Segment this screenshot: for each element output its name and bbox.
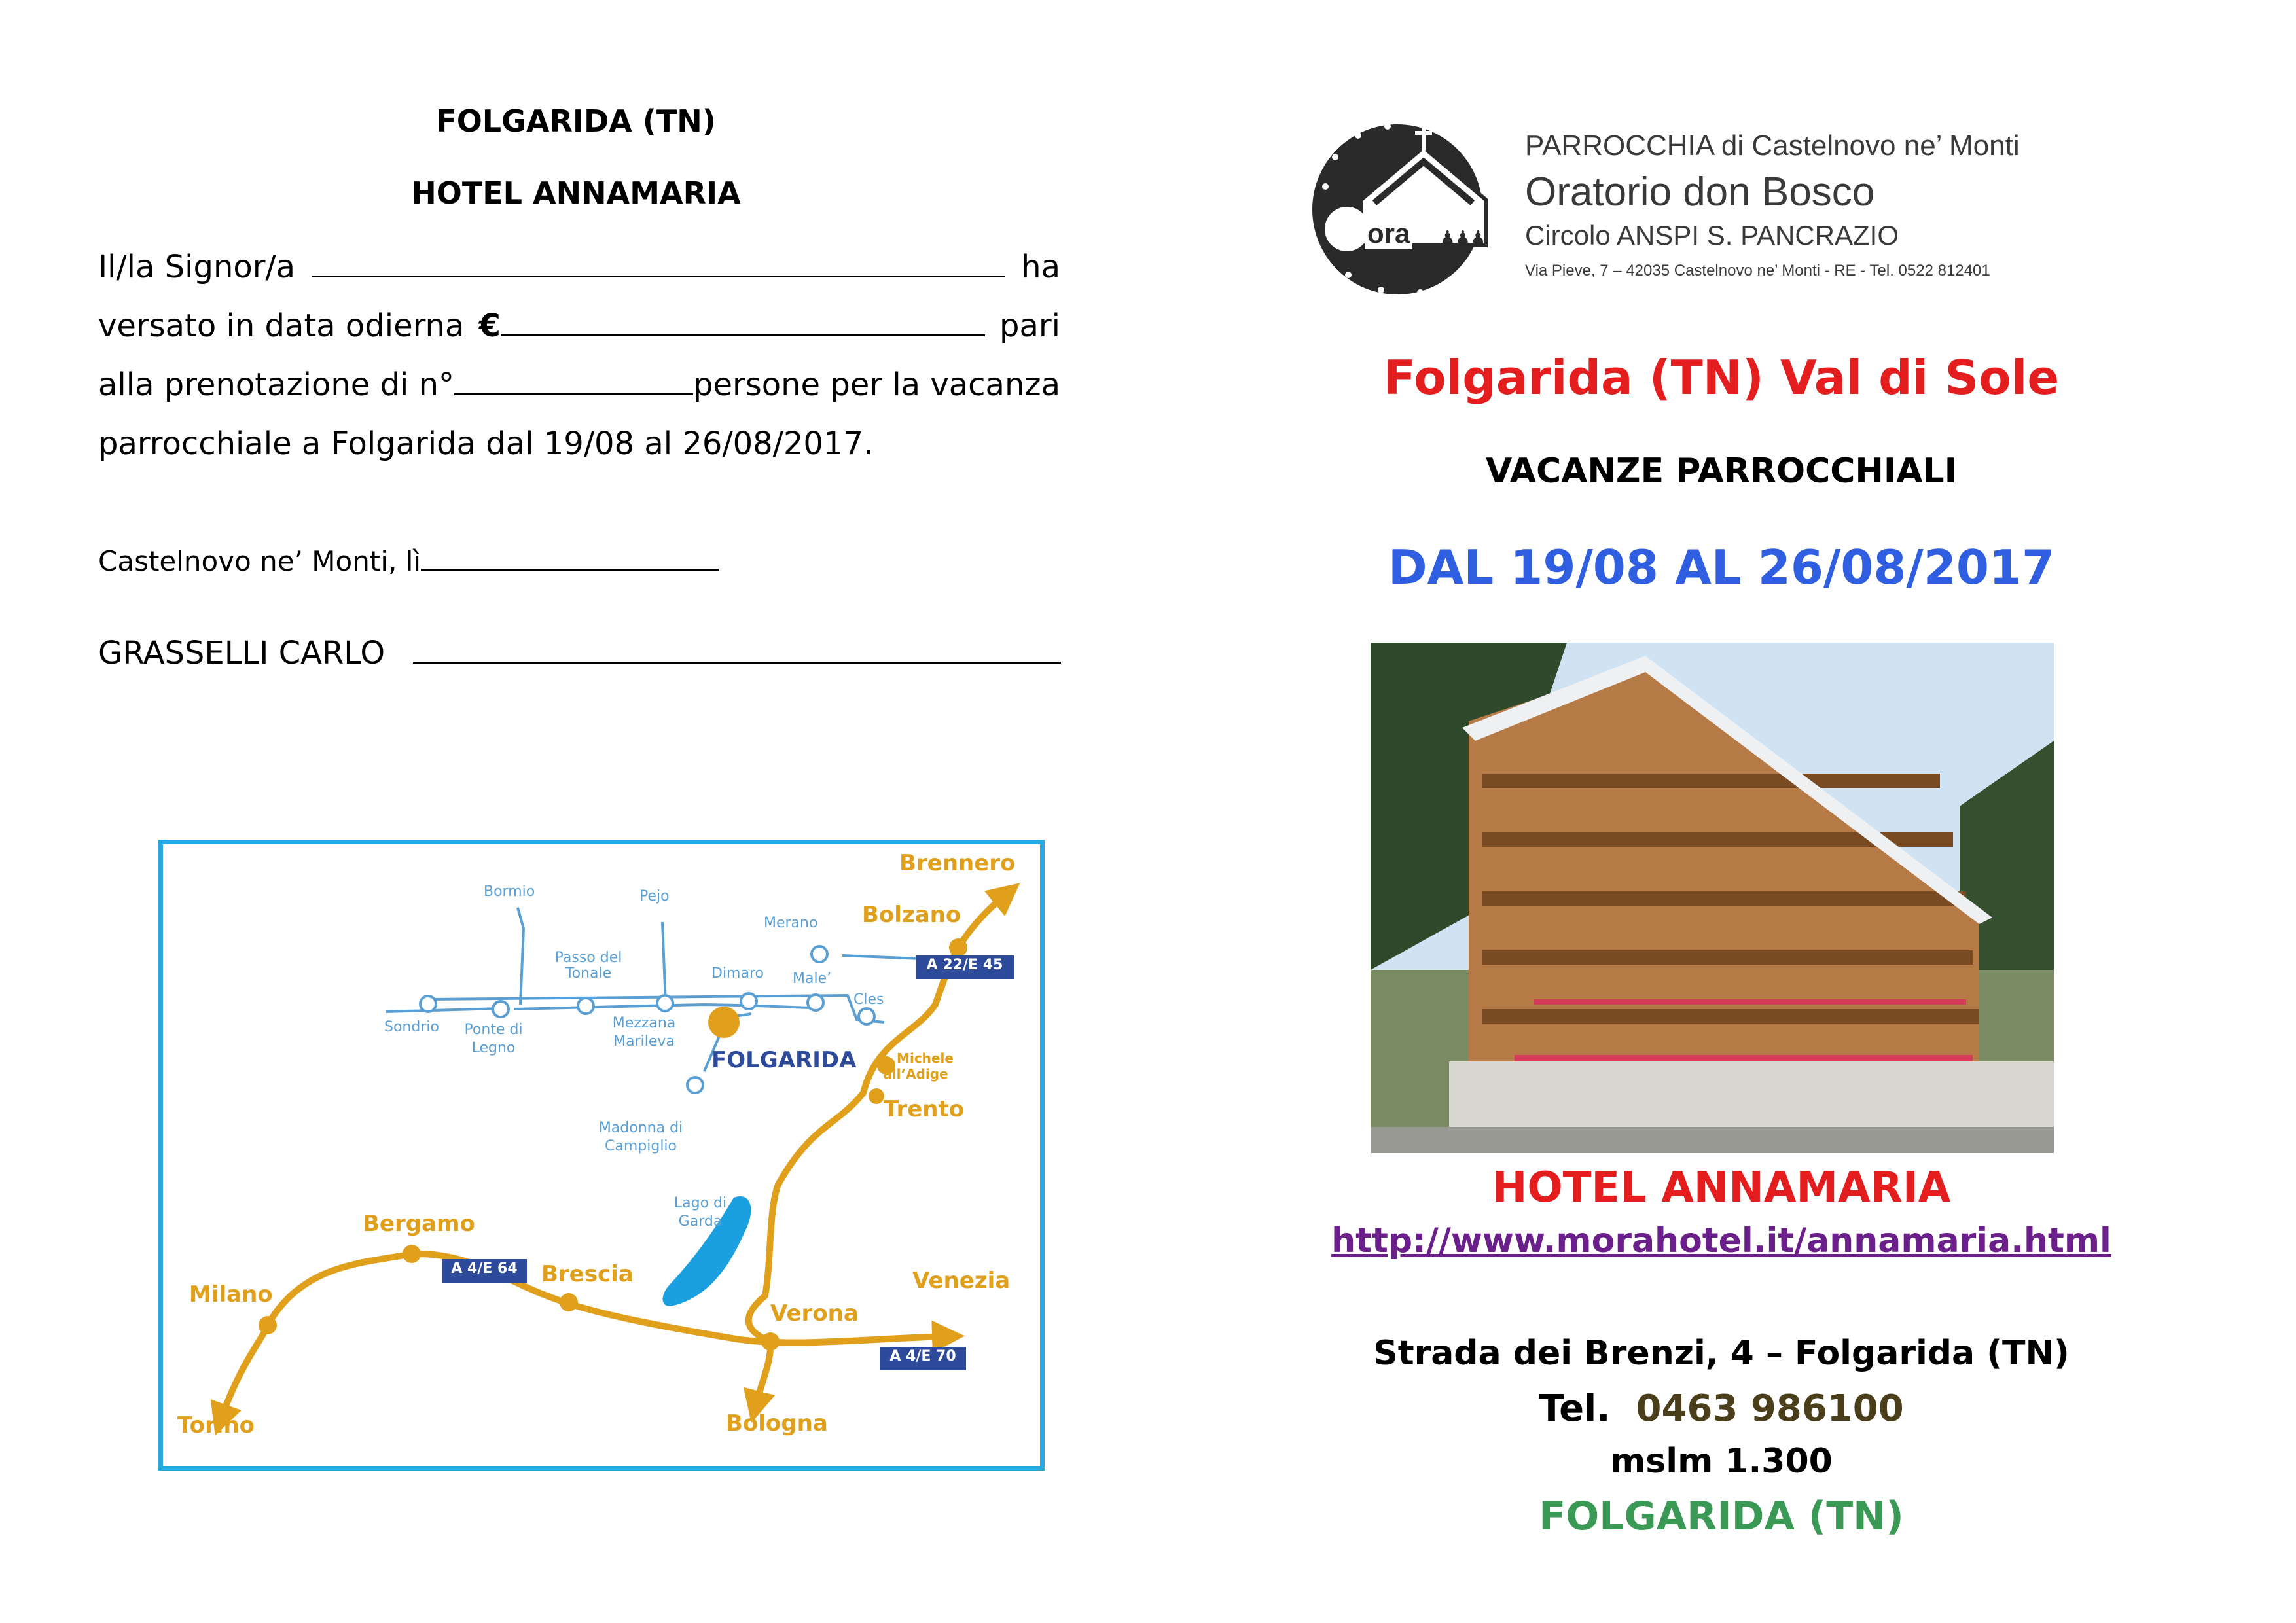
persons-blank[interactable] — [454, 367, 693, 395]
place-label: Castelnovo ne’ Monti, lì — [98, 545, 422, 577]
place-date-line — [98, 542, 1060, 581]
map-city-verona: Verona — [770, 1300, 859, 1327]
map-place-tonale: Passo del Tonale — [554, 950, 622, 982]
logo-figures-icon: ♟♟♟ — [1440, 228, 1486, 247]
hotel-website-link[interactable]: http://www.morahotel.it/annamaria.html — [1331, 1221, 2111, 1260]
map-place-merano: Merano — [764, 915, 818, 931]
map-place-bormio: Bormio — [484, 883, 535, 900]
signature-line — [98, 633, 1060, 673]
route-map — [158, 840, 1045, 1471]
form-label-persone: persone per la vacanza — [693, 366, 1060, 403]
footer-location: FOLGARIDA (TN) — [1539, 1493, 1904, 1539]
form-line-3 — [98, 365, 1060, 404]
tel-label: Tel. — [1539, 1387, 1611, 1430]
map-place-dimaro: Dimaro — [711, 965, 764, 982]
map-place-ponte-di-legno: Ponte di Legno — [464, 1022, 523, 1056]
name-blank[interactable] — [312, 249, 1005, 277]
hotel-telephone — [1230, 1387, 2212, 1430]
euro-symbol: € — [478, 308, 501, 344]
form-label-prenotazione: alla prenotazione di n° — [98, 366, 455, 403]
form-line-1 — [98, 247, 1060, 287]
map-place-lago-di-garda: Lago di Garda — [673, 1195, 727, 1230]
map-city-trento: Trento — [884, 1096, 965, 1122]
signature-blank[interactable] — [413, 635, 1061, 664]
map-place-male: Male’ — [793, 971, 832, 987]
logo-line-address: Via Pieve, 7 – 42035 Castelnovo ne’ Monti - RE - Tel. 0522 812401 — [1525, 262, 1990, 279]
shield-a4-e64: A 4/E 64 — [451, 1260, 518, 1277]
map-place-madonna-di-campiglio: Madonna di Campiglio — [598, 1120, 683, 1154]
map-city-bergamo: Bergamo — [363, 1211, 475, 1237]
hotel-name: HOTEL ANNAMARIA — [1492, 1164, 1951, 1212]
headline: Folgarida (TN) Val di Sole — [1383, 350, 2060, 405]
hotel-address: Strada dei Brenzi, 4 – Folgarida (TN) — [1373, 1334, 2070, 1373]
hotel-photo — [1371, 643, 2054, 1153]
map-city-venezia: Venezia — [912, 1268, 1011, 1294]
form-line-4: parrocchiale a Folgarida dal 19/08 al 26/08/2017. — [98, 425, 874, 462]
logo-badge-ora: ora — [1365, 218, 1412, 249]
map-city-milano: Milano — [189, 1281, 273, 1308]
form-line-2 — [98, 306, 1060, 346]
map-city-brennero: Brennero — [899, 850, 1016, 876]
altitude: mslm 1.300 — [1610, 1442, 1833, 1481]
parish-logo-emblem — [1309, 121, 1505, 298]
parish-logo — [1309, 121, 1505, 298]
map-city-brescia: Brescia — [541, 1261, 634, 1287]
map-place-sondrio: Sondrio — [384, 1019, 439, 1035]
left-hotel-name: HOTEL ANNAMARIA — [411, 175, 741, 211]
logo-line-parish: PARROCCHIA di Castelnovo ne’ Monti — [1525, 130, 2020, 162]
map-place-s-michele: S. Michele all’Adige — [878, 1050, 954, 1082]
map-city-torino: Torino — [177, 1412, 255, 1438]
left-title: FOLGARIDA (TN) — [436, 103, 716, 139]
subtitle: VACANZE PARROCCHIALI — [1485, 452, 1957, 491]
tel-number: 0463 986100 — [1636, 1387, 1904, 1430]
dates: DAL 19/08 AL 26/08/2017 — [1388, 540, 2055, 595]
shield-a22: A 22/E 45 — [926, 957, 1003, 973]
map-place-pejo: Pejo — [639, 888, 670, 904]
map-city-bologna: Bologna — [726, 1410, 828, 1436]
map-place-mezzana-marileva: Mezzana Marileva — [612, 1015, 676, 1050]
form-label-pari: pari — [999, 308, 1060, 344]
hotel-photo-graphic — [1371, 643, 2054, 1153]
form-label-versato: versato in data odierna — [98, 308, 465, 344]
map-place-cles: Cles — [853, 991, 884, 1008]
form-label-signor: Il/la Signor/a — [98, 249, 296, 285]
signer-name: GRASSELLI CARLO — [98, 635, 386, 671]
date-blank[interactable] — [421, 545, 719, 571]
map-destination-folgarida: FOLGARIDA — [711, 1047, 857, 1073]
shield-a4-e70: A 4/E 70 — [889, 1348, 956, 1364]
logo-line-oratorio: Oratorio don Bosco — [1525, 169, 1875, 215]
form-label-ha: ha — [1021, 249, 1060, 285]
amount-blank[interactable] — [501, 308, 985, 336]
map-city-bolzano: Bolzano — [862, 902, 961, 928]
logo-line-circolo: Circolo ANSPI S. PANCRAZIO — [1525, 220, 1899, 251]
